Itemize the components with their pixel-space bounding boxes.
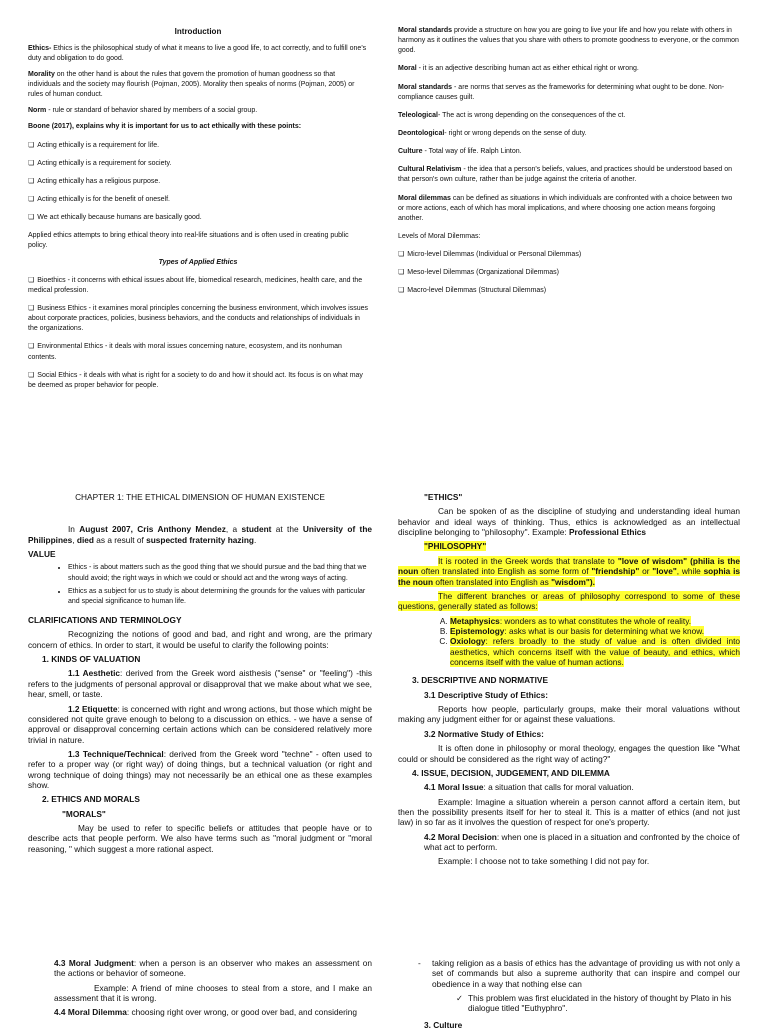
culture-definition: Culture - Total way of life. Ralph Linton. <box>398 148 522 156</box>
moral-issue-example: Example: Imagine a situation wherein a person cannot afford a certain item, but then the possibility presents itself for her to steal it. This is a matter of ethics (and not just law) in so far as it involves the question of respect for one's property. <box>398 796 740 828</box>
moral-standards-definition: Moral standards provide a structure on how you are going to live your life and how you relate with others in harmony as it outlines the values that you share with others to promote goodness to everyone, or the common good. <box>398 27 739 55</box>
clarifications-text: Recognizing the notions of good and bad, and right and wrong, are the primary concern of ethics. In order to start, it would be useful to clarify the following points: <box>28 629 372 650</box>
value-list <box>28 563 372 607</box>
page3-right-column <box>398 958 740 1034</box>
descriptive-text: Reports how people, particularly groups, make their moral valuations without making any judgment either for or against these valuations. <box>398 704 740 725</box>
technical-definition: 1.3 Technique/Technical: derived from the Greek word "techne" - often used to refer to a proper way (or right way) of doing things, but a technical valuation (or right and wrong technique of doing things) may not necessarily be an ethical one as these examples show. <box>28 748 372 791</box>
descriptive-heading: 3.1 Descriptive Study of Ethics: <box>424 689 549 700</box>
types-title: Types of Applied Ethics <box>158 258 238 266</box>
page2-right-column <box>398 492 740 871</box>
page1-left-column <box>28 26 368 395</box>
culture-heading: 3. Culture <box>424 1019 463 1030</box>
issue-heading: 4. ISSUE, DECISION, JUDGEMENT, AND DILEMMA <box>412 767 610 778</box>
philosophy-text: It is rooted in the Greek words that translate to "love of wisdom" (philia is the noun often translated into English as some form of "friendship" or "love", while sophia is the noun often translated into English as "wisdom"). <box>398 555 741 587</box>
reason-item: ❏ Acting ethically is for the benefit of oneself. <box>28 195 368 205</box>
value-bullet: • Ethics - is about matters such as the good thing that we should pursue and the bad thing that we should avoid; the right ways in which we could or should act and the wrong ways of acting. <box>68 563 372 583</box>
norm-definition: Norm - rule or standard of behavior shared by members of a social group. <box>28 107 258 115</box>
boone-heading: Boone (2017), explains why it is important for us to act ethically with these points: <box>28 123 302 131</box>
aesthetic-definition: 1.1 Aesthetic: derived from the Greek word aisthesis ("sense" or "feeling") -this refers to the judgments of personal approval or disapproval that we make about what we see, hear, smell, or taste. <box>28 668 372 700</box>
teleological-definition: Teleological- The act is wrong depending on the consequences of the ct. <box>398 111 626 119</box>
intro-title: Introduction <box>174 27 222 36</box>
chapter-title: CHAPTER 1: THE ETHICAL DIMENSION OF HUMAN EXISTENCE <box>75 492 325 502</box>
applied-type-item: ❏ Environmental Ethics - it deals with moral issues concerning nature, ecosystem, and its nonhuman contents. <box>28 342 368 362</box>
reason-item: ❏ Acting ethically is a requirement for society. <box>28 159 368 169</box>
dilemmas-definition: Moral dilemmas can be defined as situations in which individuals are confronted with a choice between two or more actions, each of which has moral implications, and where choosing one action means forgoing another. <box>398 194 733 222</box>
normative-text: It is often done in philosophy or moral theology, engages the question like "What could or should be considered as the right way of acting?" <box>398 743 740 764</box>
reason-item: ❏ Acting ethically has a religious purpose. <box>28 177 368 187</box>
branch-item: B. Epistemology: asks what is our basis for determining what we know. <box>450 626 740 636</box>
page1-right-column <box>398 26 740 301</box>
philosophy-label: "PHILOSOPHY" <box>424 541 487 552</box>
level-item: ❏ Micro-level Dilemmas (Individual or Personal Dilemmas) <box>398 250 740 260</box>
value-bullet: • Ethics as a subject for us to study is about determining the grounds for the values with particular and special significance to human life. <box>68 587 372 607</box>
etiquette-definition: 1.2 Etiquette: is concerned with right and wrong actions, but those which might be considered not quite grave enough to belong to a discussion on ethics. - we have a sense of approval or disapproval concerning certain actions which can be considered relatively more trivial in nature. <box>28 703 372 745</box>
applied-type-item: ❏ Bioethics - it concerns with ethical issues about life, biomedical research, medicines, health care, and the medical profession. <box>28 276 368 296</box>
applied-ethics-text: Applied ethics attempts to bring ethical theory into real-life situations and is often used in creating public policy. <box>28 232 349 250</box>
moral-issue: 4.1 Moral Issue: a situation that calls for moral valuation. <box>424 782 634 793</box>
level-item: ❏ Macro-level Dilemmas (Structural Dilemmas) <box>398 286 740 296</box>
ethics-definition: Ethics- Ethics is the philosophical study of what it means to live a good life, to act correctly, and to fulfill one's duty and obligation to do good. <box>28 44 367 62</box>
clarifications-heading: CLARIFICATIONS AND TERMINOLOGY <box>28 615 182 625</box>
ethics-morals-heading: 2. ETHICS AND MORALS <box>42 794 140 805</box>
value-heading: VALUE <box>28 549 56 560</box>
page2-left-column <box>28 492 372 858</box>
relativism-definition: Cultural Relativism - the idea that a person's beliefs, values, and practices should be understood based on that person's own culture, rather than be judge against the criteria of another. <box>398 166 733 184</box>
reason-item: ❏ Acting ethically is a requirement for life. <box>28 141 368 151</box>
morality-definition: Morality on the other hand is about the rules that govern the promotion of human goodness so that individuals and the society may flourish (Pojman, 2005). Morality then speaks of norms (Pojman, 2005) or rules of human conduct. <box>28 70 355 99</box>
deontological-definition: Deontological- right or wrong depends on the sense of duty. <box>398 129 587 137</box>
morals-text: May be used to refer to specific beliefs or attitudes that people have or to describe acts that people perform. We also have terms such as "moral judgment or "moral reasoning, " which suggest a more rational aspect. <box>28 823 372 854</box>
level-item: ❏ Meso-level Dilemmas (Organizational Dilemmas) <box>398 268 740 278</box>
kinds-of-valuation-heading: 1. KINDS OF VALUATION <box>42 654 141 665</box>
reason-item: ❏ We act ethically because humans are basically good. <box>28 213 368 223</box>
branch-item: C. Oxiology: refers broadly to the study of value and is often divided into aesthetics, which concerns itself with the value of beauty, and ethics, which concerns itself with the value of human actions. <box>450 636 740 667</box>
ethics-label: "ETHICS" <box>424 492 463 502</box>
ethics-text: Can be spoken of as the discipline of studying and understanding ideal human behavior and ideal ways of thinking. Thus, ethics is acknowledged as an intellectual discipline belonging to "philosophy". Example: Professional Ethics <box>398 506 740 538</box>
religion-point: - taking religion as a basis of ethics has the advantage of providing us with not only a set of commands but also a supreme authority that can inspire and compel our obedience in a way that nothing else can <box>398 958 740 989</box>
page3-left-column <box>28 958 372 1022</box>
branches-text: The different branches or areas of philosophy correspond to some of these questions, generally stated as follows: <box>398 590 740 612</box>
moral-dilemma: 4.4 Moral Dilemma: choosing right over wrong, or good over bad, and considering <box>54 1007 358 1018</box>
descriptive-normative-heading: 3. DESCRIPTIVE AND NORMATIVE <box>412 675 548 686</box>
moral-decision-example: Example: I choose not to take something I did not pay for. <box>438 856 650 867</box>
intro-paragraph: In August 2007, Cris Anthony Mendez, a student at the University of the Philippines, died as a result of suspected fraternity hazing. <box>28 524 372 545</box>
moral-judgment-example: Example: A friend of mine chooses to steal from a store, and I make an assessment that it is wrong. <box>54 982 372 1004</box>
moral-definition: Moral - it is an adjective describing human act as either ethical right or wrong. <box>398 65 639 73</box>
moral-standards-norms: Moral standards - are norms that serves as the frameworks for determining what ought to be done. Non-compliance causes guilt. <box>398 83 725 101</box>
normative-heading: 3.2 Normative Study of Ethics: <box>424 728 544 739</box>
morals-label: "MORALS" <box>62 808 106 819</box>
branch-item: A. Metaphysics: wonders as to what constitutes the whole of reality. <box>450 616 740 626</box>
moral-decision: 4.2 Moral Decision: when one is placed in a situation and confronted by the choice of what act to perform. <box>424 831 740 853</box>
applied-type-item: ❏ Business Ethics - it examines moral principles concerning the business environment, which involves issues about corporate practices, policies, business behaviors, and the conducts and relationships of individuals in the organizations. <box>28 304 368 334</box>
moral-judgment: 4.3 Moral Judgment: when a person is an observer who makes an assessment on the actions or behavior of someone. <box>54 958 372 979</box>
applied-type-item: ❏ Social Ethics - it deals with what is right for a society to do and how it should act. Its focus is on what may be deemed as proper behavior for people. <box>28 371 368 391</box>
levels-title: Levels of Moral Dilemmas: <box>398 232 481 240</box>
euthyphro-point: ✓ This problem was first elucidated in the history of thought by Plato in his dialogue titled "Euthyphro". <box>398 993 740 1014</box>
branches-list <box>398 616 740 668</box>
